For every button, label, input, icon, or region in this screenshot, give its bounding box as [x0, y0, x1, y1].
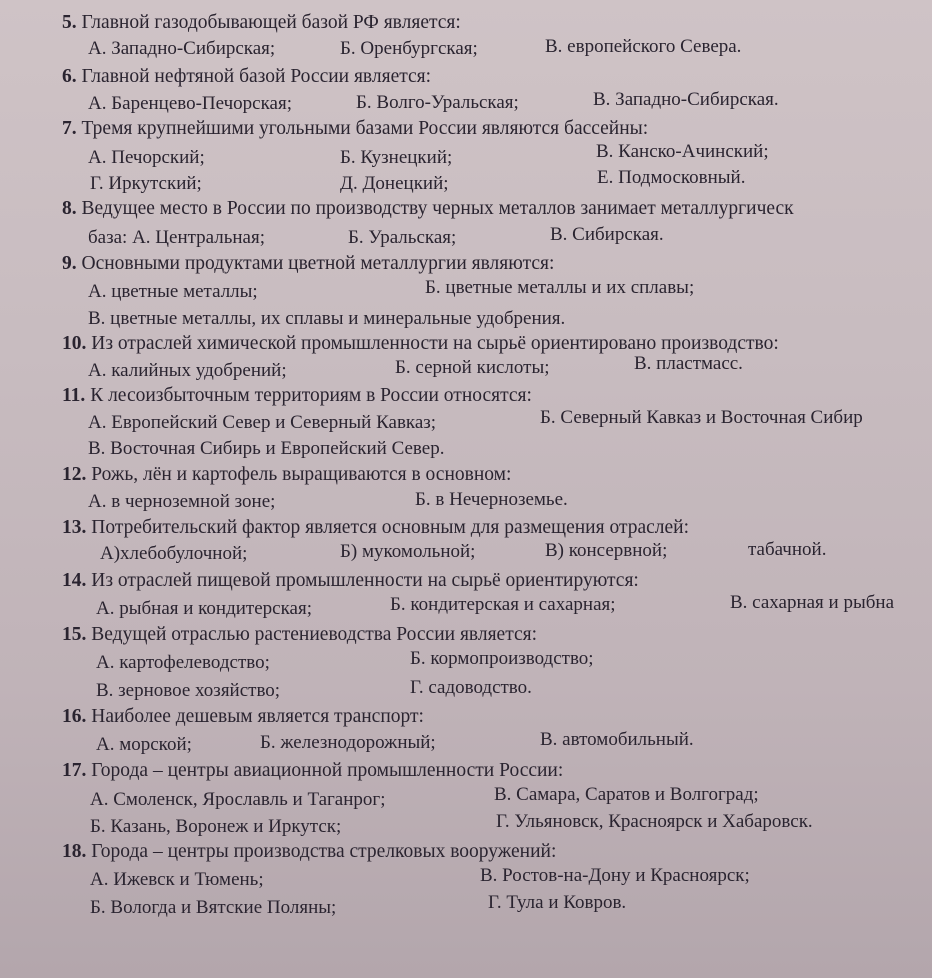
question-number: 12. — [62, 464, 87, 485]
question-text: Главной газодобывающей базой РФ является: — [81, 12, 461, 33]
option: В. цветные металлы, их сплавы и минеральные удобрения. — [88, 308, 566, 329]
option: Б. Волго-Уральская; — [356, 92, 519, 113]
option: А. Смоленск, Ярославль и Таганрог; — [90, 789, 386, 810]
question-text: Ведущее место в России по производству черных металлов занимает металлургическ — [81, 198, 794, 219]
option: Б. в Нечерноземье. — [415, 489, 568, 510]
question-9 — [62, 253, 554, 275]
question-text: Из отраслей пищевой промышленности на сырьё ориентируются: — [91, 570, 639, 591]
question-number: 15. — [62, 624, 87, 645]
option: Б. Уральская; — [348, 227, 457, 248]
question-5 — [62, 12, 461, 34]
question-number: 9. — [62, 253, 77, 274]
question-6 — [62, 66, 431, 88]
option: А)хлебобулочной; — [100, 543, 248, 564]
option: А. в черноземной зоне; — [88, 491, 276, 512]
option: Б. цветные металлы и их сплавы; — [425, 277, 695, 298]
option: Б. кондитерская и сахарная; — [390, 594, 616, 615]
option: А. Баренцево-Печорская; — [88, 93, 292, 114]
question-text: Ведущей отраслью растениеводства России является: — [91, 624, 538, 645]
question-number: 10. — [62, 333, 87, 354]
question-text: Главной нефтяной базой России является: — [81, 66, 432, 87]
question-number: 6. — [62, 66, 77, 87]
option: А. рыбная и кондитерская; — [96, 598, 312, 619]
question-16 — [62, 706, 424, 728]
option: А. калийных удобрений; — [88, 360, 287, 381]
question-12 — [62, 464, 511, 486]
option: А. картофелеводство; — [96, 652, 270, 673]
option: В. Самара, Саратов и Волгоград; — [494, 784, 759, 805]
option: Б. железнодорожный; — [260, 732, 436, 753]
question-text: Рожь, лён и картофель выращиваются в основном: — [91, 464, 512, 485]
option: А. Западно-Сибирская; — [88, 38, 276, 59]
question-number: 13. — [62, 517, 87, 538]
question-text: Из отраслей химической промышленности на сырьё ориентировано производство: — [91, 333, 779, 354]
option: В) консервной; — [545, 540, 668, 561]
option: Б. Кузнецкий; — [340, 147, 453, 168]
option: Б. кормопроизводство; — [410, 648, 594, 669]
option: база: А. Центральная; — [88, 227, 266, 248]
question-text: К лесоизбыточным территориям в России относятся: — [90, 385, 532, 406]
question-number: 18. — [62, 841, 87, 862]
option: А. Европейский Север и Северный Кавказ; — [88, 412, 437, 433]
option: Г. Ульяновск, Красноярск и Хабаровск. — [496, 811, 813, 832]
question-8 — [62, 198, 794, 220]
option: В. Канско-Ачинский; — [596, 141, 769, 162]
question-14 — [62, 570, 639, 592]
question-13 — [62, 517, 689, 539]
option: А. цветные металлы; — [88, 281, 258, 302]
option: А. Печорский; — [88, 147, 205, 168]
option: Е. Подмосковный. — [597, 167, 746, 188]
option: Б. Казань, Воронеж и Иркутск; — [90, 816, 342, 837]
option: Г. Иркутский; — [90, 173, 202, 194]
question-number: 7. — [62, 118, 77, 139]
option: В. Западно-Сибирская. — [593, 89, 779, 110]
question-18 — [62, 841, 556, 863]
question-10 — [62, 333, 779, 355]
question-number: 17. — [62, 760, 87, 781]
question-number: 5. — [62, 12, 77, 33]
question-text: Города – центры авиационной промышленности России: — [91, 760, 564, 781]
question-7 — [62, 118, 648, 140]
question-number: 16. — [62, 706, 87, 727]
option: Б. Северный Кавказ и Восточная Сибир — [540, 407, 863, 428]
question-text: Города – центры производства стрелковых вооружений: — [91, 841, 557, 862]
option: Г. садоводство. — [410, 677, 532, 698]
option: В. Ростов-на-Дону и Красноярск; — [480, 865, 750, 886]
option: В. пластмасс. — [634, 353, 743, 374]
option: Б. Вологда и Вятские Поляны; — [90, 897, 337, 918]
question-text: Потребительский фактор является основным для размещения отраслей: — [91, 517, 689, 538]
option: А. Ижевск и Тюмень; — [90, 869, 264, 890]
option: В. Сибирская. — [550, 224, 664, 245]
option: Б. Оренбургская; — [340, 38, 478, 59]
question-number: 14. — [62, 570, 87, 591]
question-17 — [62, 760, 563, 782]
option: В. автомобильный. — [540, 729, 694, 750]
option: табачной. — [748, 539, 827, 560]
option: В. сахарная и рыбна — [730, 592, 894, 613]
option: Б. серной кислоты; — [395, 357, 550, 378]
question-15 — [62, 624, 537, 646]
option: В. Восточная Сибирь и Европейский Север. — [88, 438, 445, 459]
option: Б) мукомольной; — [340, 541, 476, 562]
question-text: Тремя крупнейшими угольными базами России являются бассейны: — [81, 118, 649, 139]
option: А. морской; — [96, 734, 192, 755]
question-number: 11. — [62, 385, 86, 406]
question-text: Наиболее дешевым является транспорт: — [91, 706, 424, 727]
option: В. зерновое хозяйство; — [96, 680, 281, 701]
question-text: Основными продуктами цветной металлургии являются: — [81, 253, 555, 274]
option: В. европейского Севера. — [545, 36, 742, 57]
question-11 — [62, 385, 532, 407]
option: Г. Тула и Ковров. — [488, 892, 627, 913]
option: Д. Донецкий; — [340, 173, 449, 194]
question-number: 8. — [62, 198, 77, 219]
